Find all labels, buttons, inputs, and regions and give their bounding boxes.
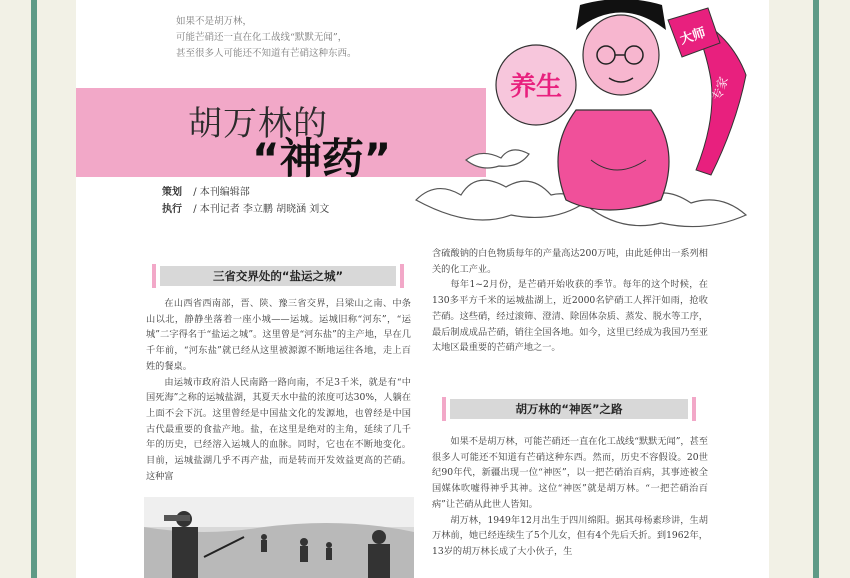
right-frame-bar <box>813 0 819 578</box>
credits-block <box>162 184 329 218</box>
intro-line: 可能芒硝还一直在化工战线“默默无闻”， <box>176 32 348 43</box>
right-column-bottom <box>432 434 708 560</box>
credit-planning-value: / 本刊编辑部 <box>193 187 250 198</box>
credit-exec <box>162 201 329 218</box>
salt-lake-workers-photo <box>144 497 414 578</box>
headline-line1: 胡万林的 <box>188 104 328 144</box>
left-frame-bar <box>31 0 37 578</box>
flag-text: 专家 <box>709 74 731 103</box>
intro-line: 如果不是胡万林， <box>176 16 253 27</box>
left-column <box>146 296 411 484</box>
paragraph: 如果不是胡万林，可能芒硝还一直在化工战线“默默无闻”，甚至很多人可能还不知道有芒硝这种东西。然而，历史不容假设。20世纪90年代，新疆出现一位“神医”，以一把芒硝治百病，其事迹被全国媒体吹嘘得神乎其神。这位“神医”就是胡万林。“一把芒硝治百病”让芒硝从此世人皆知。 <box>432 436 708 510</box>
paragraph: 含硫酸钠的白色物质每年的产量高达200万吨，由此延伸出一系列相关的化工产业。 <box>432 248 708 275</box>
credit-exec-label: 执行 <box>162 204 182 215</box>
section-heading-miracle-doctor: 胡万林的“神医”之路 <box>450 399 688 419</box>
headline-line2: “神药” <box>252 134 392 183</box>
credit-planning-label: 策划 <box>162 187 182 198</box>
balloon-text: 养生 <box>509 72 563 102</box>
cartoon-illustration <box>406 0 769 232</box>
credit-planning <box>162 184 329 201</box>
banner-text: 大师 <box>678 25 708 48</box>
paragraph: 在山西省西南部，晋、陕、豫三省交界，吕梁山之南、中条山以北，静静坐落着一座小城——运城。运城旧称“河东”，“运城”二字得名于“盐运之城”。这里曾是“河东盐”的主产地，早在几千年前，“河东盐”就已经从这里被源源不断地运往各地，走上百姓的餐桌。 <box>146 298 411 372</box>
credit-exec-value: / 本刊记者 李立鹏 胡晓涵 刘文 <box>193 204 330 215</box>
magazine-page <box>76 0 769 578</box>
right-column-top <box>432 246 708 356</box>
section-heading-salt-city: 三省交界处的“盐运之城” <box>160 266 396 286</box>
intro-line: 甚至很多人可能还不知道有芒硝这种东西。 <box>176 48 357 59</box>
paragraph: 胡万林，1949年12月出生于四川绵阳。据其母杨素珍讲，生胡万林前，她已经连续生了5个儿女，但有4个先后夭折。到1962年，13岁的胡万林长成了大小伙子，生 <box>432 514 708 557</box>
paragraph: 每年1~2月份，是芒硝开始收获的季节。每年的这个时候，在130多平方千米的运城盐湖上，近2000名铲硝工人挥汗如雨，抢收芒硝。这些硝，经过滚筛、澄清、除固体杂质、蒸发、脱水等工序，最后制成成品芒硝，销往全国各地。如今，这里已经成为我国乃至亚太地区最重要的芒硝产地之一。 <box>432 279 708 354</box>
paragraph: 由运城市政府沿人民南路一路向南，不足3千米，就是有“中国死海”之称的运城盐湖，其夏天水中盐的浓度可达30%，人躺在上面不会下沉。这里曾经是中国盐文化的发源地，也曾经是中国古代最重要的食盐产地。盐，在这里是绝对的主角，延续了几千年的历史，已经溶入运城人的血脉。同时，它也在不断地变化。目前，运城盐湖几乎不再产盐，而是转而开发效益更高的芒硝。这种富 <box>146 376 411 482</box>
